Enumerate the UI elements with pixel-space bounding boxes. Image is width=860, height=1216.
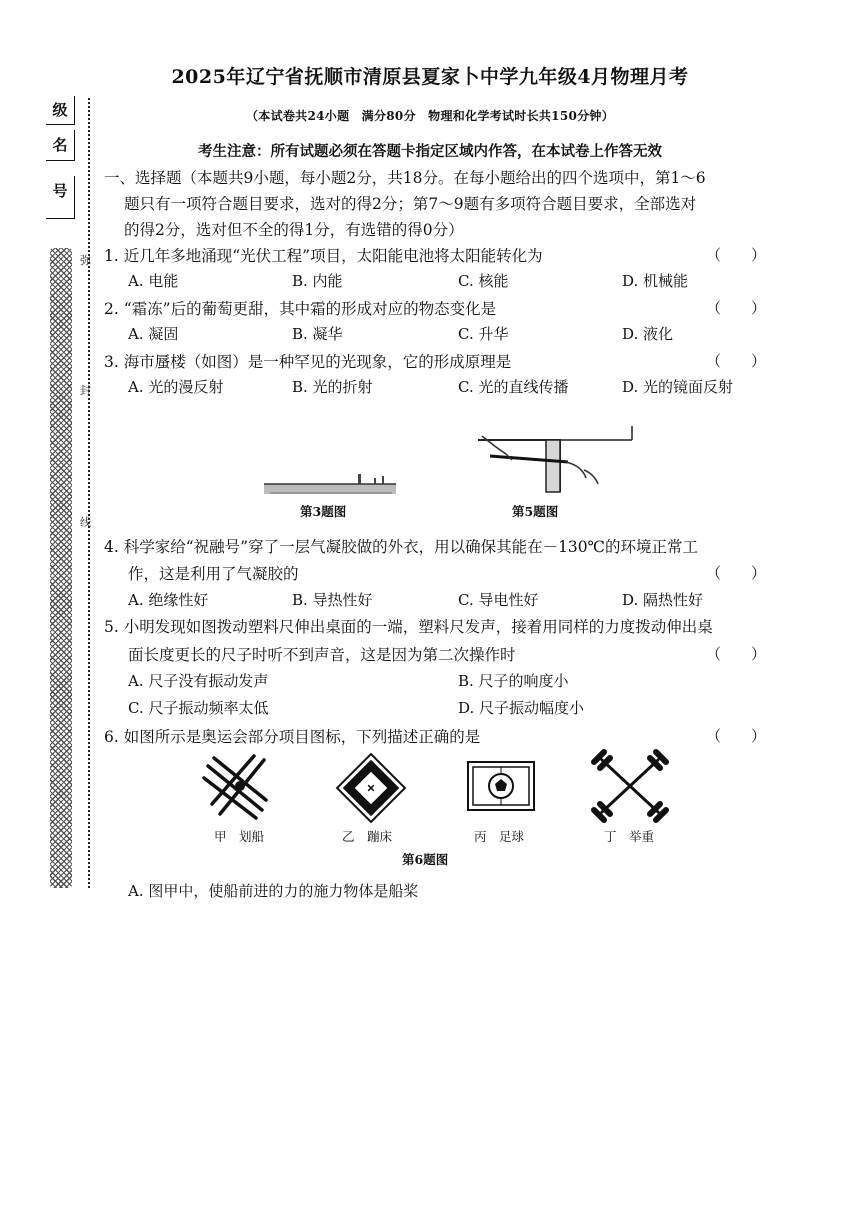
q5-option-a: A. 尺子没有振动发声 (128, 672, 269, 690)
q1-option-d: D. 机械能 (622, 272, 689, 290)
ruler-desk-figure (476, 426, 646, 500)
rowing-label: 甲 划船 (214, 829, 265, 844)
q3-option-b: B. 光的折射 (292, 378, 373, 396)
q5-stem-line2: 面长度更长的尺子时听不到声音，这是因为第二次操作时 (128, 646, 516, 664)
seal-dotted-line (88, 98, 90, 888)
mirage-figure (262, 460, 402, 500)
q4-option-c: C. 导电性好 (458, 591, 539, 609)
seal-char-3: 线 (80, 516, 91, 529)
weightlifting-label: 丁 举重 (604, 829, 655, 844)
exam-title: 2025年辽宁省抚顺市清原县夏家卜中学九年级4月物理月考 (171, 66, 689, 88)
trampoline-label: 乙 蹦床 (342, 829, 393, 844)
q4-stem-line1: 4. 科学家给“祝融号”穿了一层气凝胶做的外衣，用以确保其能在－130℃的环境正常工 (104, 538, 698, 556)
q3-option-a: A. 光的漫反射 (128, 378, 224, 396)
q4-option-b: B. 导热性好 (292, 591, 373, 609)
q2-stem: 2. “霜冻”后的葡萄更甜，其中霜的形成对应的物态变化是 (104, 300, 497, 318)
q2-option-b: B. 凝华 (292, 325, 343, 343)
q5-option-b: B. 尺子的响度小 (458, 672, 569, 690)
margin-label-name: 名 (46, 130, 75, 161)
rowing-icon (200, 752, 274, 820)
seal-char-2: 封 (80, 384, 91, 397)
q4-option-d: D. 隔热性好 (622, 591, 704, 609)
fig5-caption: 第5题图 (512, 504, 559, 519)
exam-subtitle: （本试卷共24小题 满分80分 物理和化学考试时长共150分钟） (245, 109, 615, 123)
q5-answer-paren: （ ） (706, 645, 767, 663)
q1-stem: 1. 近几年多地涌现“光伏工程”项目，太阳能电池将太阳能转化为 (104, 247, 543, 265)
margin-label-class: 级 (46, 96, 75, 125)
q4-option-a: A. 绝缘性好 (128, 591, 209, 609)
football-label: 丙 足球 (474, 829, 525, 844)
binding-hatch (50, 248, 72, 888)
q5-option-d: D. 尺子振动幅度小 (458, 699, 585, 717)
q6-stem: 6. 如图所示是奥运会部分项目图标，下列描述正确的是 (104, 728, 481, 746)
q2-option-c: C. 升华 (458, 325, 509, 343)
q4-answer-paren: （ ） (706, 564, 767, 582)
seal-char-1: 弥 (80, 254, 91, 267)
q3-stem: 3. 海市蜃楼（如图）是一种罕见的光现象，它的形成原理是 (104, 353, 512, 371)
q4-stem-line2: 作，这是利用了气凝胶的 (128, 565, 299, 583)
q5-option-c: C. 尺子振动频率太低 (128, 699, 269, 717)
football-icon (466, 758, 538, 816)
q6-answer-paren: （ ） (706, 727, 767, 745)
section1-line2: 题只有一项符合题目要求，选对的得2分；第7～9题有多项符合题目要求，全部选对 (124, 195, 697, 213)
q1-answer-paren: （ ） (706, 246, 767, 264)
section1-line3: 的得2分，选对但不全的得1分，有选错的得0分） (124, 221, 464, 239)
q2-option-a: A. 凝固 (128, 325, 179, 343)
q1-option-a: A. 电能 (128, 272, 179, 290)
q5-stem-line1: 5. 小明发现如图拨动塑料尺伸出桌面的一端，塑料尺发声，接着用同样的力度拨动伸出桌 (104, 618, 713, 636)
q6-option-a: A. 图甲中，使船前进的力的施力物体是船桨 (128, 882, 419, 900)
weightlifting-icon (592, 750, 668, 822)
exam-notice: 考生注意：所有试题必须在答题卡指定区域内作答，在本试卷上作答无效 (198, 143, 662, 160)
section1-line1: 一、选择题（本题共9小题，每小题2分，共18分。在每小题给出的四个选项中，第1～6 (104, 169, 706, 187)
fig3-caption: 第3题图 (300, 504, 347, 519)
q3-option-c: C. 光的直线传播 (458, 378, 569, 396)
fig6-caption: 第6题图 (402, 852, 449, 867)
margin-label-number: 号 (46, 176, 75, 219)
q1-option-c: C. 核能 (458, 272, 509, 290)
trampoline-icon (334, 754, 408, 822)
q2-answer-paren: （ ） (706, 299, 767, 317)
q1-option-b: B. 内能 (292, 272, 343, 290)
q2-option-d: D. 液化 (622, 325, 674, 343)
q3-answer-paren: （ ） (706, 352, 767, 370)
q3-option-d: D. 光的镜面反射 (622, 378, 734, 396)
